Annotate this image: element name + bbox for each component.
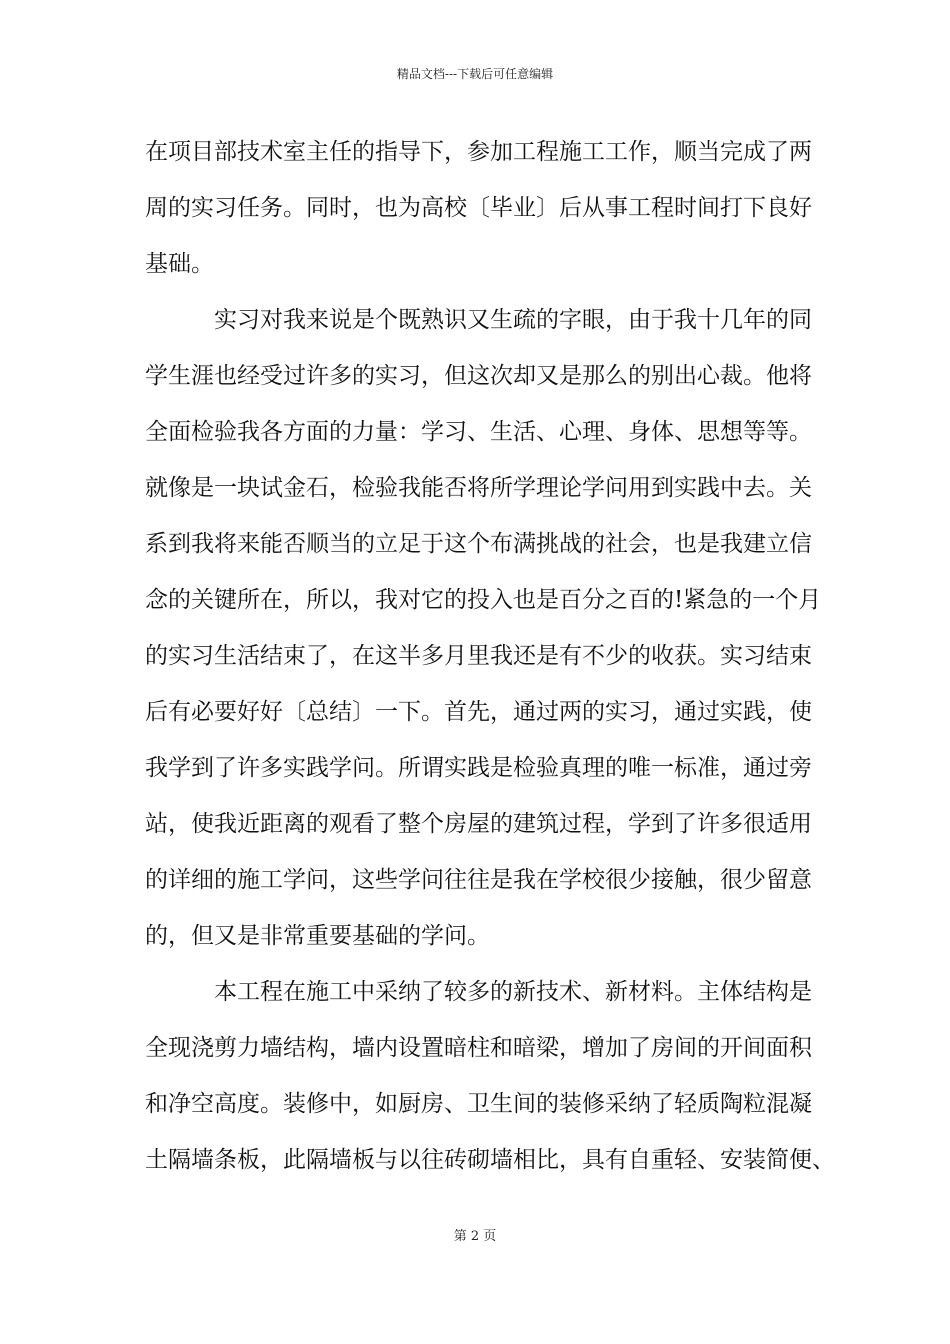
paragraph-2 [145,296,825,968]
paragraph-1 [145,128,825,296]
text-line: 后有必要好好〔总结〕一下。首先，通过两的实习，通过实践，使 [145,699,812,725]
text-line: 实习对我来说是个既熟识又生疏的字眼，由于我十几年的同 [214,307,812,333]
page-number: 第 2 页 [453,1229,497,1244]
text-line: 系到我将来能否顺当的立足于这个布满挑战的社会，也是我建立信 [145,531,812,557]
text-line: 周的实习任务。同时，也为高校〔毕业〕后从事工程时间打下良好 [145,195,812,221]
text-line: 本工程在施工中采纳了较多的新技术、新材料。主体结构是 [214,979,812,1005]
text-line: 的，但又是非常重要基础的学问。 [145,923,490,949]
text-line: 和净空高度。装修中，如厨房、卫生间的装修采纳了轻质陶粒混凝 [145,1091,812,1117]
text-line: 我学到了许多实践学问。所谓实践是检验真理的唯一标准，通过旁 [145,755,812,781]
text-line: 站，使我近距离的观看了整个房屋的建筑过程，学到了许多很适用 [145,811,812,837]
text-line: 在项目部技术室主任的指导下，参加工程施工工作，顺当完成了两 [145,139,812,165]
page-header: 精品文档---下载后可任意编辑 [396,67,554,81]
text-line: 全现浇剪力墙结构，墙内设置暗柱和暗梁，增加了房间的开间面积 [145,1035,812,1061]
text-line: 基础。 [145,251,214,277]
document-body [145,128,835,1192]
text-line: 全面检验我各方面的力量：学习、生活、心理、身体、思想等等。 [145,419,812,445]
text-line: 念的关键所在，所以，我对它的投入也是百分之百的!紧急的一个月 [145,587,822,613]
paragraph-3 [145,968,835,1192]
text-line: 土隔墙条板，此隔墙板与以往砖砌墙相比，具有自重轻、安装简便、 [145,1147,835,1173]
text-line: 就像是一块试金石，检验我能否将所学理论学问用到实践中去。关 [145,475,812,501]
text-line: 学生涯也经受过许多的实习，但这次却又是那么的别出心裁。他将 [145,363,812,389]
text-line: 的详细的施工学问，这些学问往往是我在学校很少接触，很少留意 [145,867,812,893]
text-line: 的实习生活结束了，在这半多月里我还是有不少的收获。实习结束 [145,643,812,669]
